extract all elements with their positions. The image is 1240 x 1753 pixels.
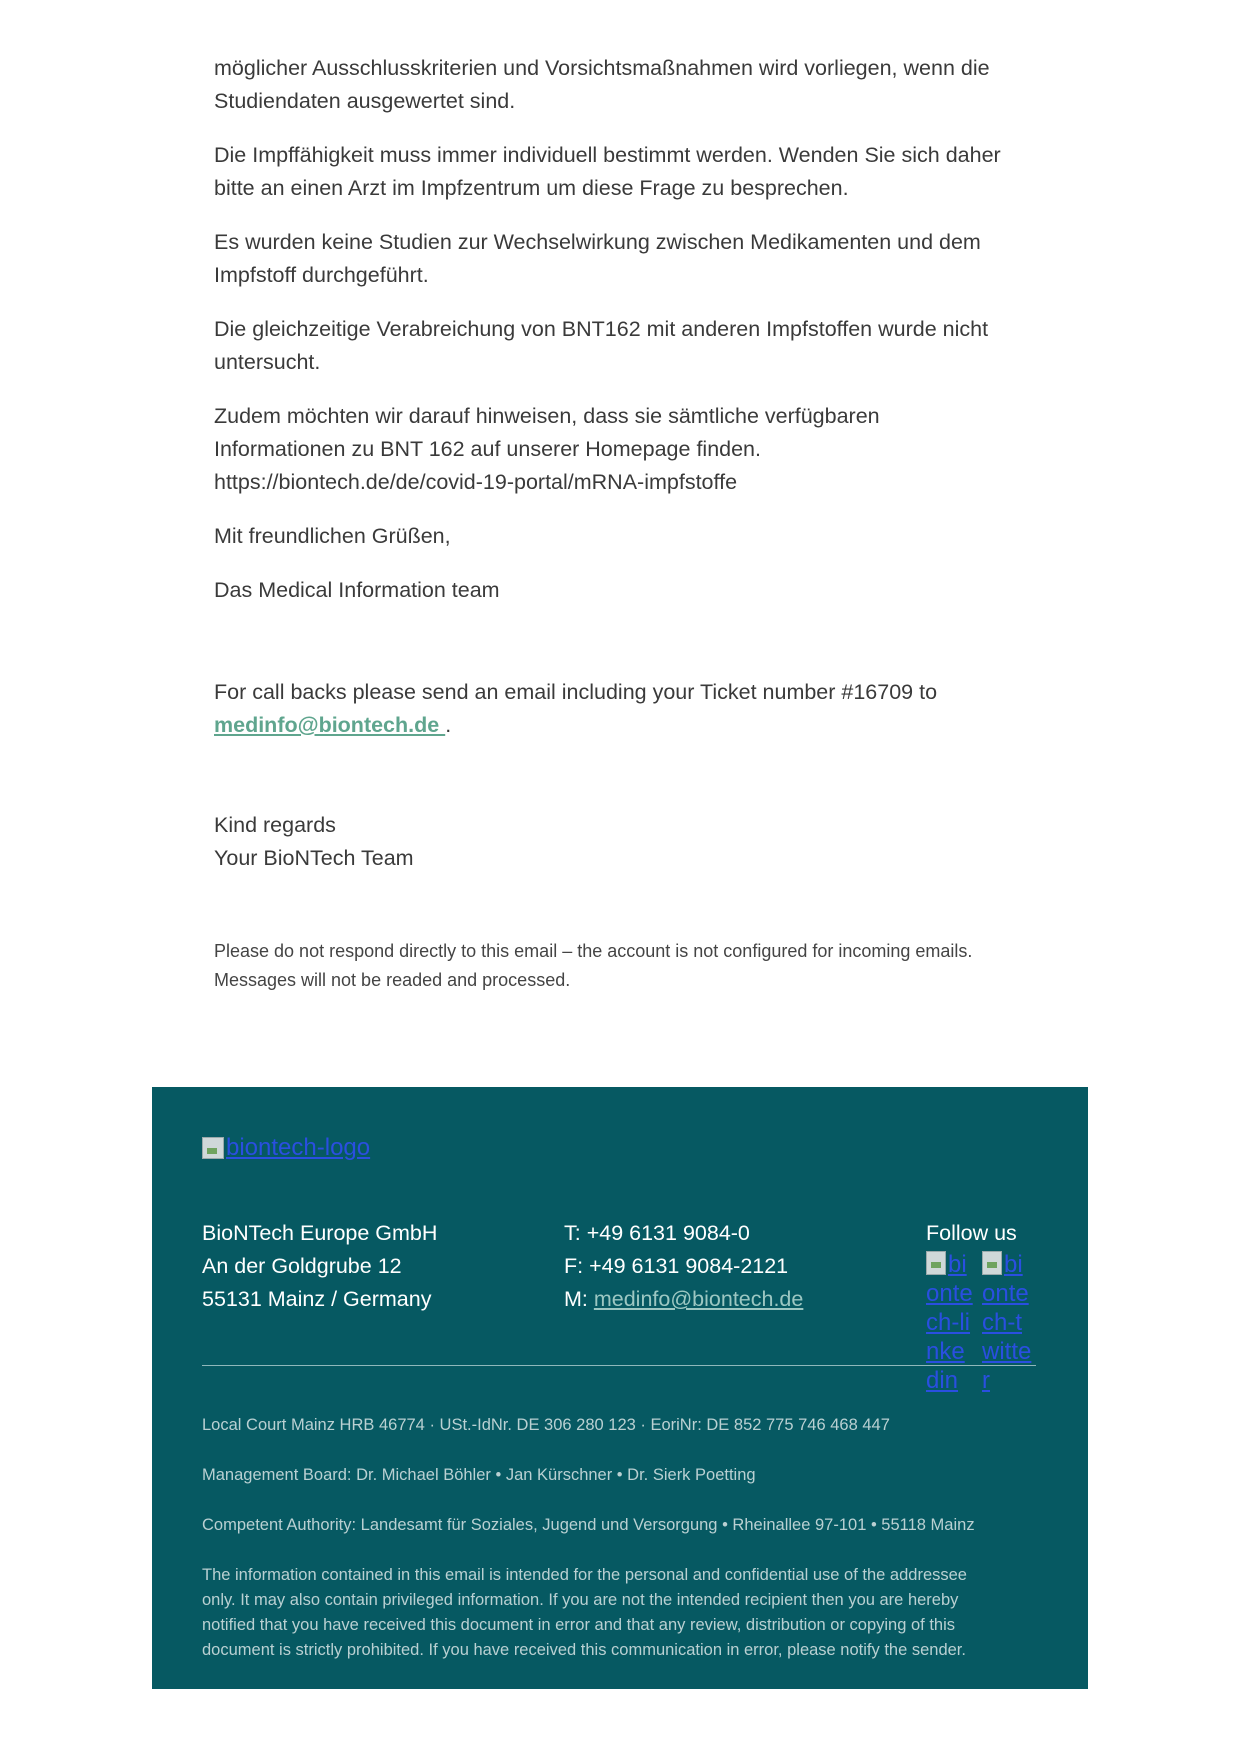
paragraph-exclusion-criteria: möglicher Ausschlusskriterien und Vorsichtsmaßnahmen wird vorliegen, wenn die Studiendaten ausgewertet sind. bbox=[214, 56, 990, 113]
legal-court-info: Local Court Mainz HRB 46774 · USt.-IdNr. DE 306 280 123 · EoriNr: DE 852 775 746 468 447 bbox=[202, 1416, 890, 1434]
footer-email-link[interactable]: medinfo@biontech.de bbox=[593, 1287, 804, 1311]
callback-email-link[interactable]: medinfo@biontech.de bbox=[214, 713, 446, 737]
company-address: BioNTech Europe GmbH An der Goldgrube 12 55131 Mainz / Germany bbox=[202, 1221, 438, 1311]
footer bbox=[152, 1087, 1088, 1689]
linkedin-link[interactable]: biontech-linkedin bbox=[926, 1251, 973, 1394]
paragraph-homepage-info: Zudem möchten wir darauf hinweisen, dass sie sämtliche verfügbaren Informationen zu BNT 162 auf unserer Homepage finden. https://biontech.de/de/covid-19-portal/mRNA-impfstoffe bbox=[214, 400, 1044, 499]
closing-regards: Kind regards Your BioNTech Team bbox=[214, 813, 414, 870]
social-links bbox=[926, 1217, 1066, 1395]
twitter-link[interactable]: biontech-twitter bbox=[982, 1251, 1032, 1394]
phone: T: +49 6131 9084-0 bbox=[564, 1221, 750, 1245]
signature-team: Das Medical Information team bbox=[214, 578, 500, 602]
contact-info: T: +49 6131 9084-0 F: +49 6131 9084-2121 M: medinfo@biontech.de bbox=[564, 1217, 924, 1316]
callback-paragraph: For call backs please send an email including your Ticket number #16709 to medinfo@biontech.de . bbox=[214, 680, 938, 737]
broken-image-icon bbox=[202, 1137, 224, 1159]
homepage-url: https://biontech.de/de/covid-19-portal/mRNA-impfstoffe bbox=[214, 470, 738, 494]
paragraph-vaccination-eligibility: Die Impffähigkeit muss immer individuell bestimmt werden. Wenden Sie sich daher bitte an einen Arzt im Impfzentrum um diese Frage zu besprechen. bbox=[214, 143, 1001, 200]
no-reply-notice: Please do not respond directly to this email – the account is not configured for incoming emails. Messages will not be readed and processed. bbox=[214, 941, 973, 990]
legal-competent-authority: Competent Authority: Landesamt für Soziales, Jugend und Versorgung • Rheinallee 97-101 • 55118 Mainz bbox=[202, 1516, 975, 1534]
biontech-logo-link[interactable]: biontech-logo bbox=[202, 1134, 370, 1162]
linkedin-icon bbox=[926, 1251, 946, 1275]
fax: F: +49 6131 9084-2121 bbox=[564, 1254, 789, 1278]
greeting: Mit freundlichen Grüßen, bbox=[214, 524, 451, 548]
paragraph-coadministration: Die gleichzeitige Verabreichung von BNT162 mit anderen Impfstoffen wurde nicht untersucht. bbox=[214, 317, 989, 374]
follow-us-label: Follow us bbox=[926, 1221, 1017, 1245]
email-body bbox=[214, 52, 1044, 995]
legal-confidentiality-notice: The information contained in this email is intended for the personal and confidential use of the addressee only. It may also contain privileged information. If you are not the intended recipient then you are hereby notified that you have received this document in error and that any review, distribution or copying of this document is strictly prohibited. If you have received this communication in error, please notify the sender. bbox=[202, 1566, 967, 1659]
twitter-icon bbox=[982, 1251, 1002, 1275]
footer-divider bbox=[202, 1365, 1036, 1366]
paragraph-interaction-studies: Es wurden keine Studien zur Wechselwirkung zwischen Medikamenten und dem Impfstoff durchgeführt. bbox=[214, 230, 981, 287]
legal-management-board: Management Board: Dr. Michael Böhler • Jan Kürschner • Dr. Sierk Poetting bbox=[202, 1466, 756, 1484]
